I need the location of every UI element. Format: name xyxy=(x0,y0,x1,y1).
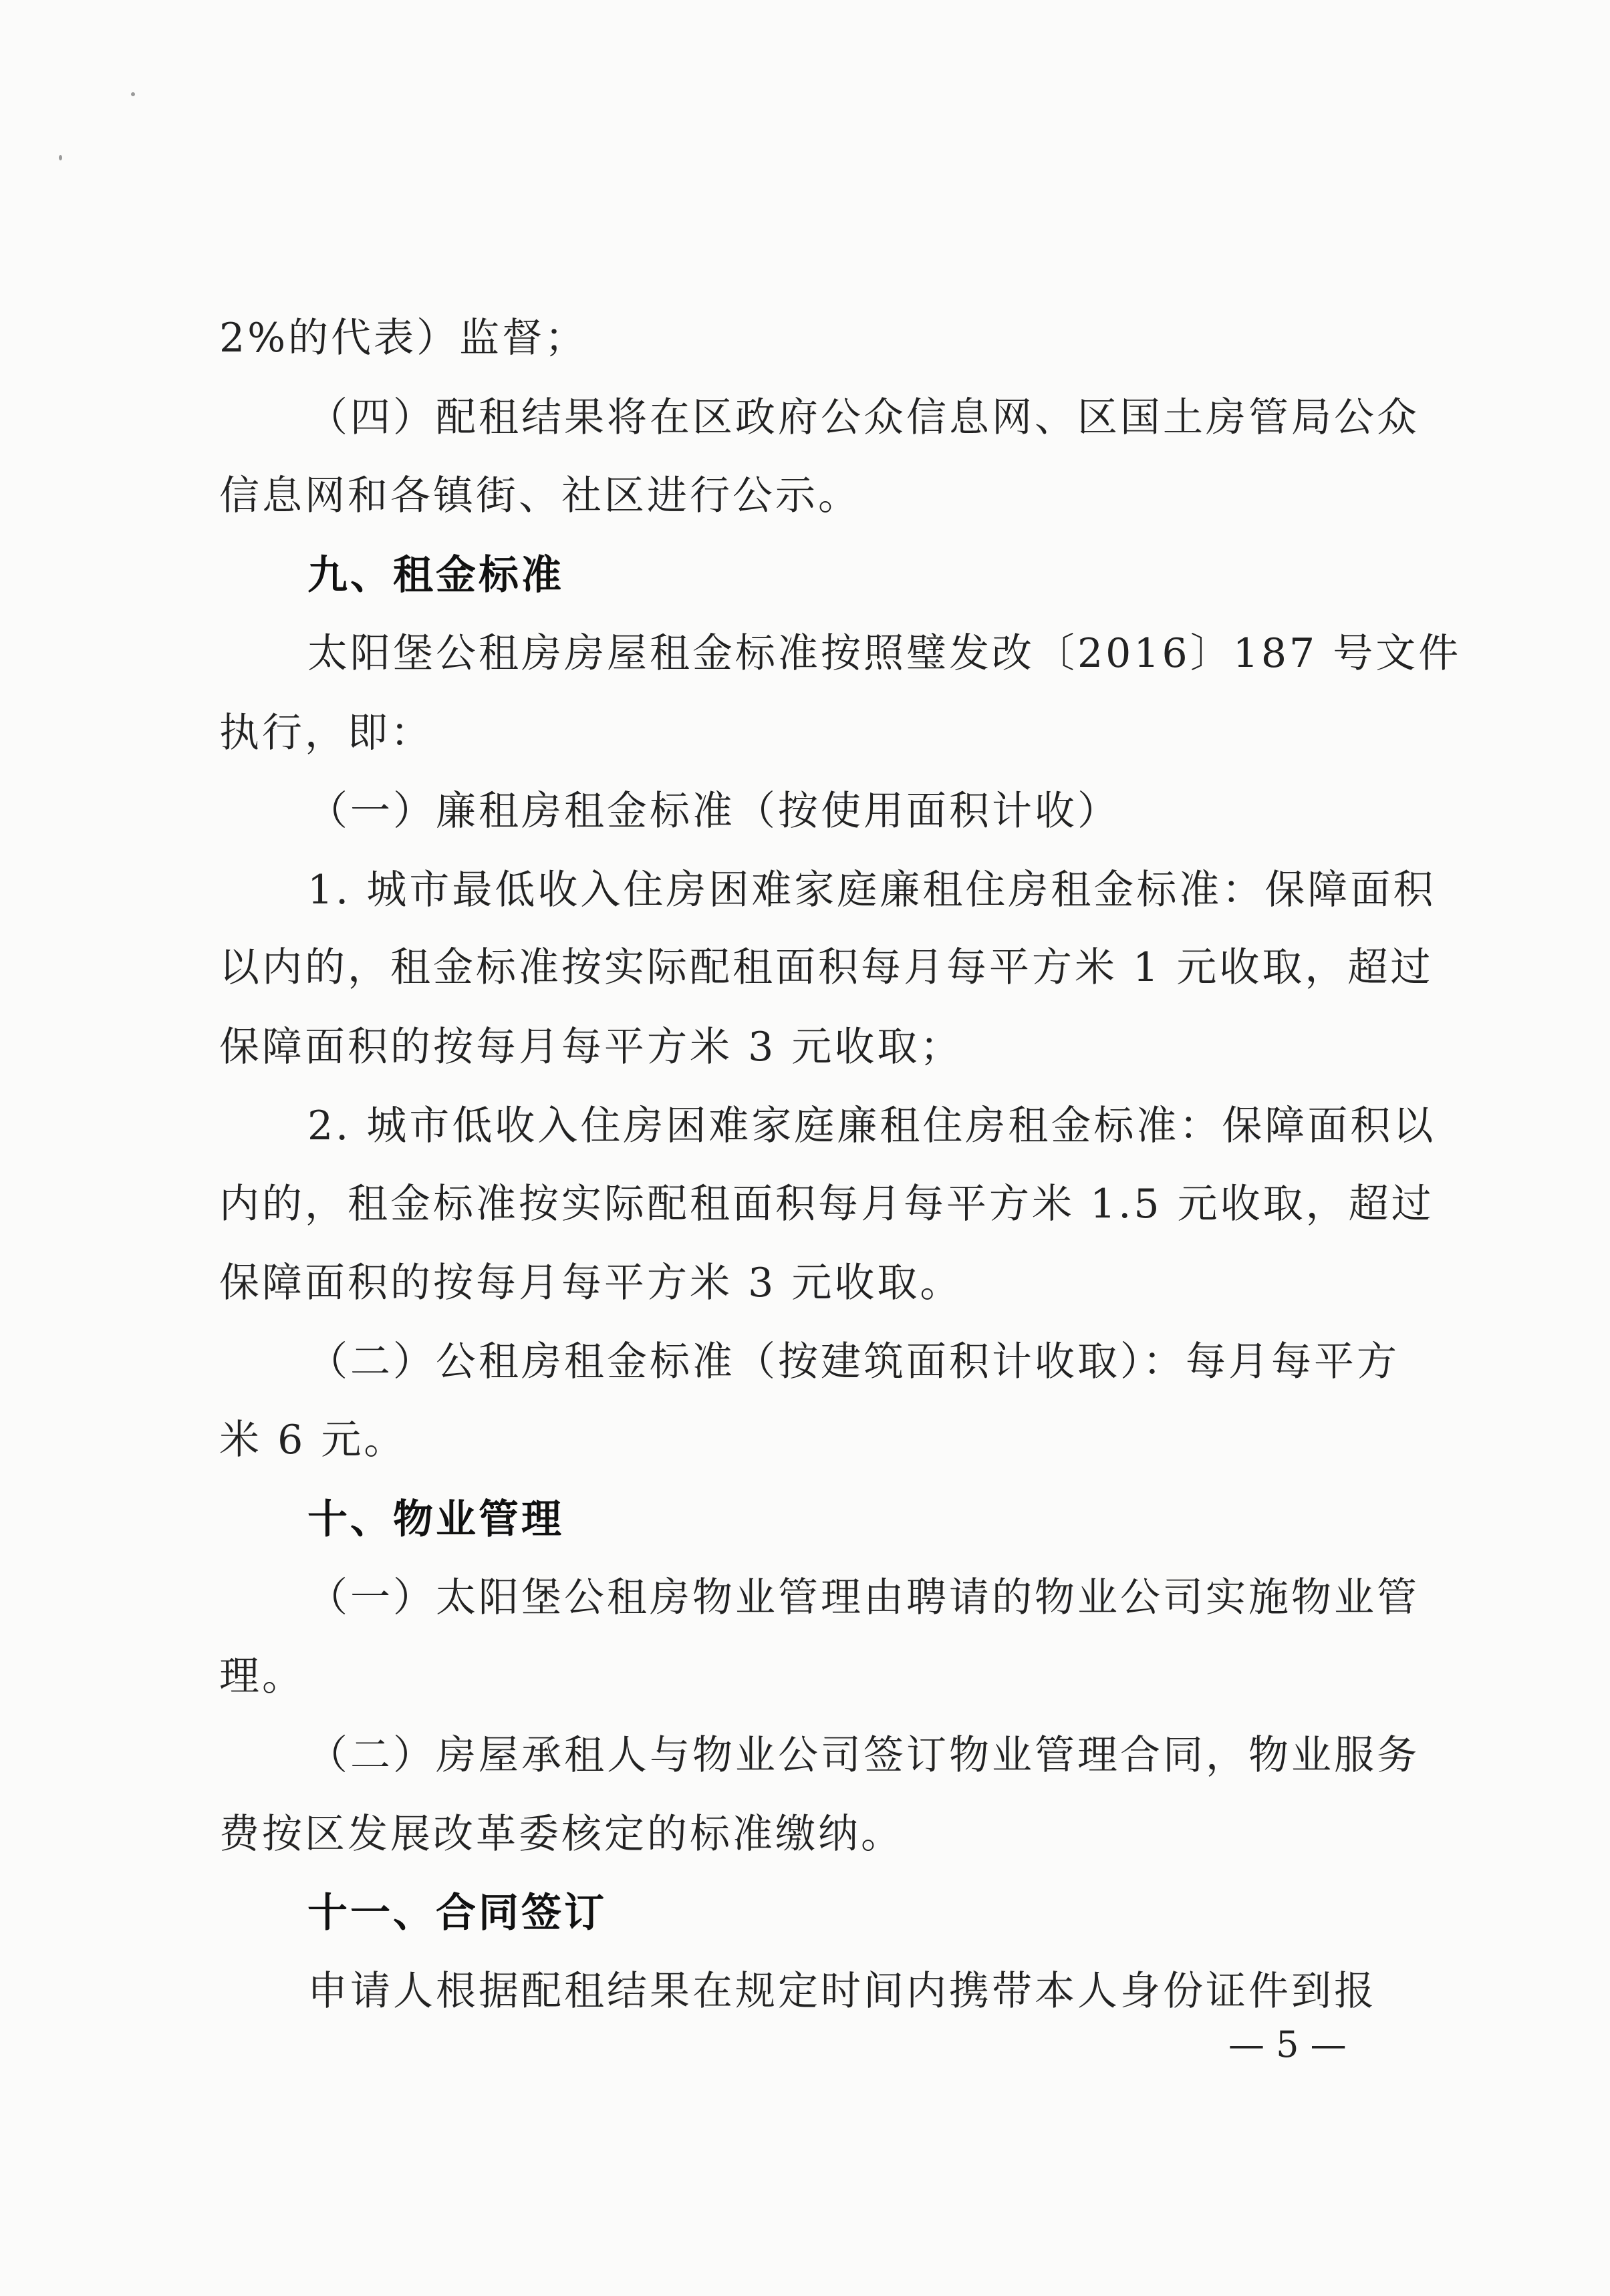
body-line: 理。 xyxy=(219,1653,305,1700)
body-line: 费按区发展改革委核定的标准缴纳。 xyxy=(219,1811,904,1858)
section-heading: 十一、合同签订 xyxy=(307,1890,607,1936)
scan-speck xyxy=(131,92,135,96)
body-line: （四）配租结果将在区政府公众信息网、区国土房管局公众 xyxy=(307,394,1420,441)
section-heading: 九、租金标准 xyxy=(307,552,564,599)
body-line: （二）房屋承租人与物业公司签订物业管理合同，物业服务 xyxy=(307,1732,1420,1779)
body-line: 信息网和各镇街、社区进行公示。 xyxy=(219,472,861,519)
body-line: 以内的，租金标准按实际配租面积每月每平方米 1 元收取，超过 xyxy=(219,944,1434,991)
body-line: （一）太阳堡公租房物业管理由聘请的物业公司实施物业管 xyxy=(307,1574,1420,1621)
body-line: （二）公租房租金标准（按建筑面积计收取）：每月每平方 xyxy=(307,1338,1399,1385)
body-line: 执行，即： xyxy=(219,710,433,756)
body-line: 内的，租金标准按实际配租面积每月每平方米 1.5 元收取，超过 xyxy=(219,1181,1434,1228)
body-line: 1. 城市最低收入住房困难家庭廉租住房租金标准：保障面积 xyxy=(307,867,1436,913)
page-number: — 5 — xyxy=(1228,2023,1347,2065)
body-line: 太阳堡公租房房屋租金标准按照璧发改〔2016〕187 号文件 xyxy=(307,630,1462,677)
scan-speck xyxy=(59,155,62,160)
body-line: （一）廉租房租金标准（按使用面积计收） xyxy=(307,788,1120,835)
body-line: 2%的代表）监督； xyxy=(219,315,588,362)
body-line: 米 6 元。 xyxy=(219,1417,407,1463)
body-line: 2. 城市低收入住房困难家庭廉租住房租金标准：保障面积以 xyxy=(307,1103,1436,1149)
section-heading: 十、物业管理 xyxy=(307,1496,564,1543)
body-line: 申请人根据配租结果在规定时间内携带本人身份证件到报 xyxy=(307,1968,1377,2015)
body-line: 保障面积的按每月每平方米 3 元收取。 xyxy=(219,1260,963,1306)
body-line: 保障面积的按每月每平方米 3 元收取； xyxy=(219,1024,963,1070)
